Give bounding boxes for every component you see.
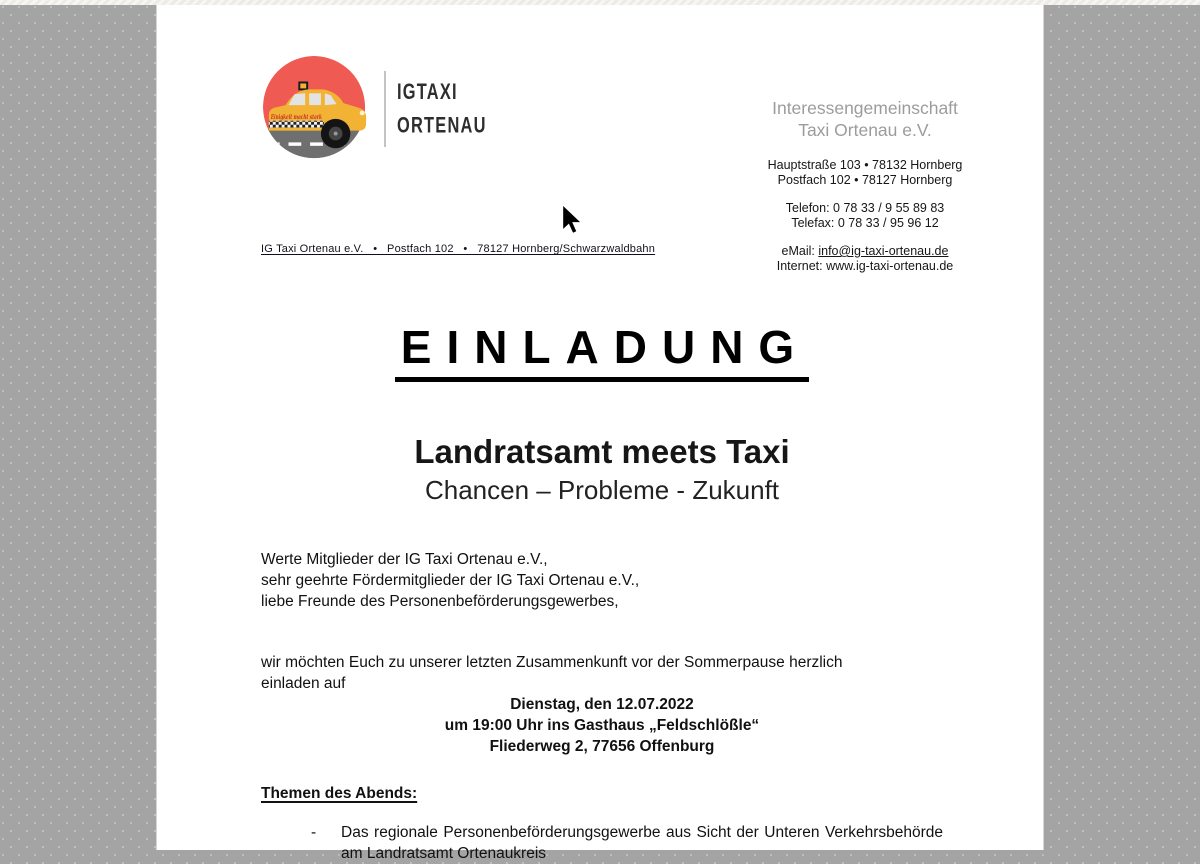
- org-name: [705, 97, 1025, 141]
- logo-divider: [384, 71, 386, 147]
- org-telefon: Telefon: 0 78 33 / 9 55 89 83: [785, 201, 945, 215]
- window-top-strip: [0, 0, 1200, 5]
- org-telefax: Telefax: 0 78 33 / 95 96 12: [791, 215, 939, 230]
- org-address-line1: Hauptstraße 103 • 78132 Hornberg: [767, 158, 963, 172]
- letterhead-logo-block: [261, 53, 506, 165]
- org-online-block: [705, 244, 1025, 273]
- intro-line1: wir möchten Euch zu unserer letzten Zusammenkunft vor der Sommerpause herzlich: [261, 654, 843, 671]
- event-subheadline: Chancen – Probleme - Zukunft: [424, 475, 780, 505]
- intro-paragraph: [261, 652, 943, 694]
- document-page: [156, 5, 1044, 862]
- org-phone-block: [705, 201, 1025, 230]
- org-address: [705, 158, 1025, 187]
- org-contact-block: [705, 97, 1025, 273]
- invitation-title-text: EINLADUNG: [395, 320, 809, 382]
- letter-body: [261, 312, 943, 864]
- org-web-address: www.ig-taxi-ortenau.de: [826, 258, 954, 273]
- intro-line2: einladen auf: [261, 675, 346, 692]
- brand-wordmark: [397, 75, 487, 142]
- invitation-title: [261, 320, 943, 382]
- event-details-block: [261, 694, 943, 757]
- brand-line2: ORTENAU: [397, 113, 487, 139]
- topics-heading: Themen des Abends:: [261, 785, 418, 802]
- salutation-line2: sehr geehrte Fördermitglieder der IG Taxi Ortenau e.V.,: [261, 572, 640, 589]
- brand-line1: IGTAXI: [397, 79, 458, 105]
- org-email-line: [705, 244, 1025, 259]
- taxi-logo-icon: [261, 53, 371, 165]
- logo-slogan: Einigkeit macht stark: [270, 112, 323, 121]
- org-name-line1: Interessengemeinschaft: [772, 98, 958, 118]
- sender-return-address: IG Taxi Ortenau e.V. • Postfach 102 • 78127 Hornberg/Schwarzwaldbahn: [261, 243, 656, 255]
- org-web-label: Internet:: [776, 258, 823, 273]
- salutation-line3: liebe Freunde des Personenbeförderungsgewerbes,: [261, 593, 619, 610]
- topic-text: Das regionale Personenbeförderungsgewerbe aus Sicht der Unteren Verkehrsbehörde am Landratsamt Ortenaukreis: [341, 824, 943, 862]
- org-name-line2: Taxi Ortenau e.V.: [798, 120, 932, 140]
- event-date: Dienstag, den 12.07.2022: [510, 696, 694, 713]
- event-place: um 19:00 Uhr ins Gasthaus „Feldschlößle“: [444, 717, 760, 734]
- event-address: Fliederweg 2, 77656 Offenburg: [489, 738, 715, 755]
- topic-bullet-dash: -: [311, 824, 317, 841]
- logo-road: [261, 129, 371, 164]
- salutation-line1: Werte Mitglieder der IG Taxi Ortenau e.V.,: [261, 551, 548, 568]
- topic-list-item: [261, 822, 943, 864]
- org-web-line: [705, 259, 1025, 274]
- org-address-line2: Postfach 102 • 78127 Hornberg: [777, 172, 953, 187]
- org-email-address: info@ig-taxi-ortenau.de: [818, 244, 949, 258]
- org-email-label: eMail:: [781, 244, 815, 258]
- event-headline: Landratsamt meets Taxi: [414, 433, 790, 470]
- salutation-block: [261, 549, 943, 612]
